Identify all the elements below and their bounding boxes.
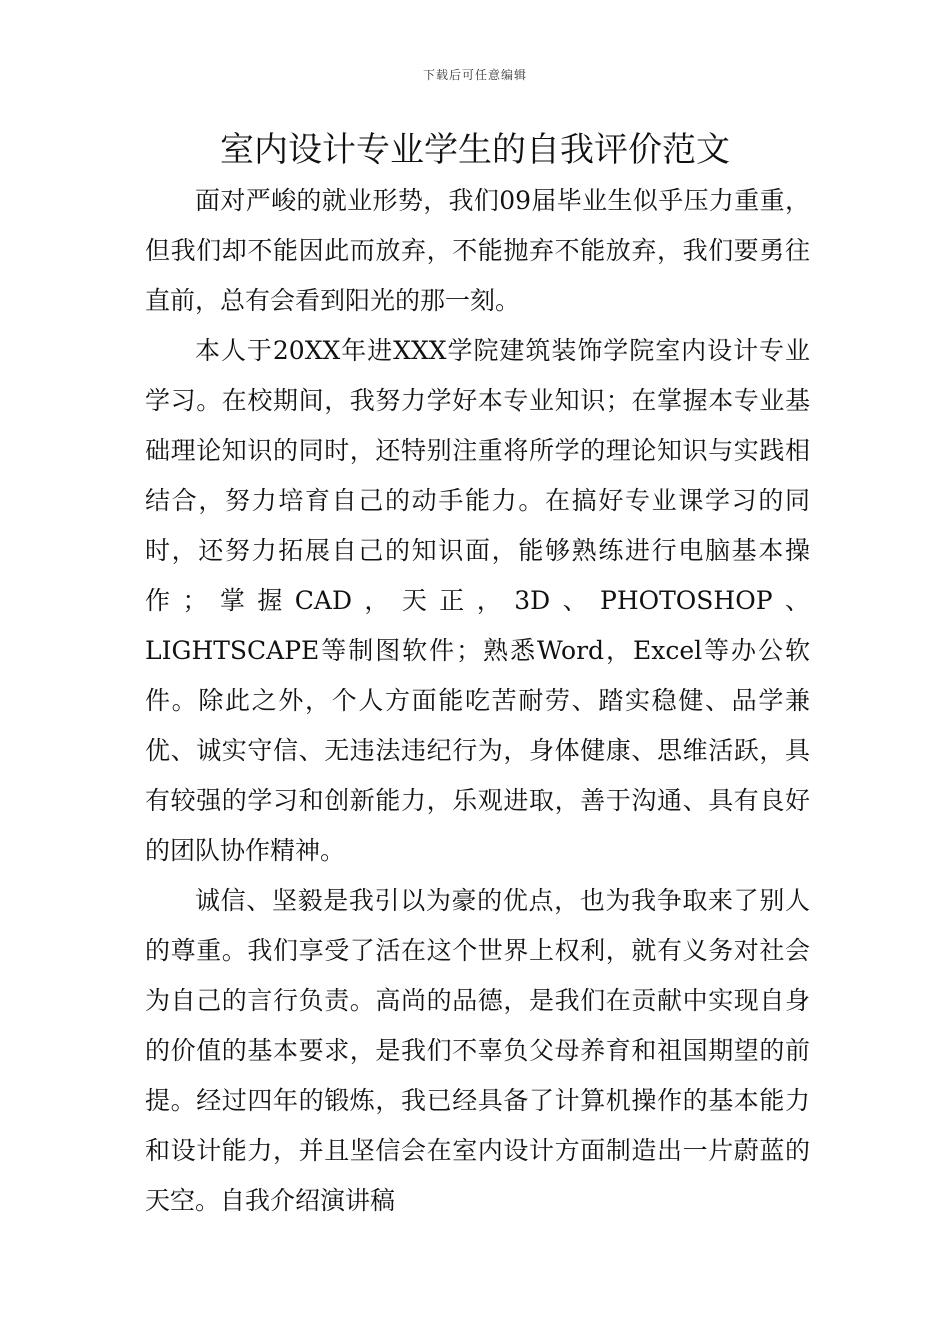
header-note: 下载后可任意编辑 <box>422 68 527 82</box>
document-title: 室内设计专业学生的自我评价范文 <box>220 130 730 170</box>
paragraph-2: 本人于20XX年进XXX学院建筑装饰学院室内设计专业学习。在校期间，我努力学好本专业知识；在掌握本专业基础理论知识的同时，还特别注重将所学的理论知识与实践相结合，努力培育自己的动手能力。在搞好专业课学习的同时，还努力拓展自己的知识面，能够熟练进行电脑基本操作；掌握CAD，天正，3D、PHOTOSHOP、LIGHTSCAPE等制图软件；熟悉Word，Excel等办公软件。除此之外，个人方面能吃苦耐劳、踏实稳健、品学兼优、诚实守信、无违法违纪行为，身体健康、思维活跃，具有较强的学习和创新能力，乐观进取，善于沟通、具有良好的团队协作精神。 <box>145 336 810 865</box>
document-body <box>145 176 810 1226</box>
paragraph-3: 诚信、坚毅是我引以为豪的优点，也为我争取来了别人的尊重。我们享受了活在这个世界上权利，就有义务对社会为自己的言行负责。高尚的品德，是我们在贡献中实现自身的价值的基本要求，是我们不辜负父母养育和祖国期望的前提。经过四年的锻炼，我已经具备了计算机操作的基本能力和设计能力，并且坚信会在室内设计方面制造出一片蔚蓝的天空。自我介绍演讲稿 <box>145 886 810 1215</box>
paragraph-1: 面对严峻的就业形势，我们09届毕业生似乎压力重重，但我们却不能因此而放弃，不能抛弃不能放弃，我们要勇往直前，总有会看到阳光的那一刻。 <box>145 186 810 315</box>
